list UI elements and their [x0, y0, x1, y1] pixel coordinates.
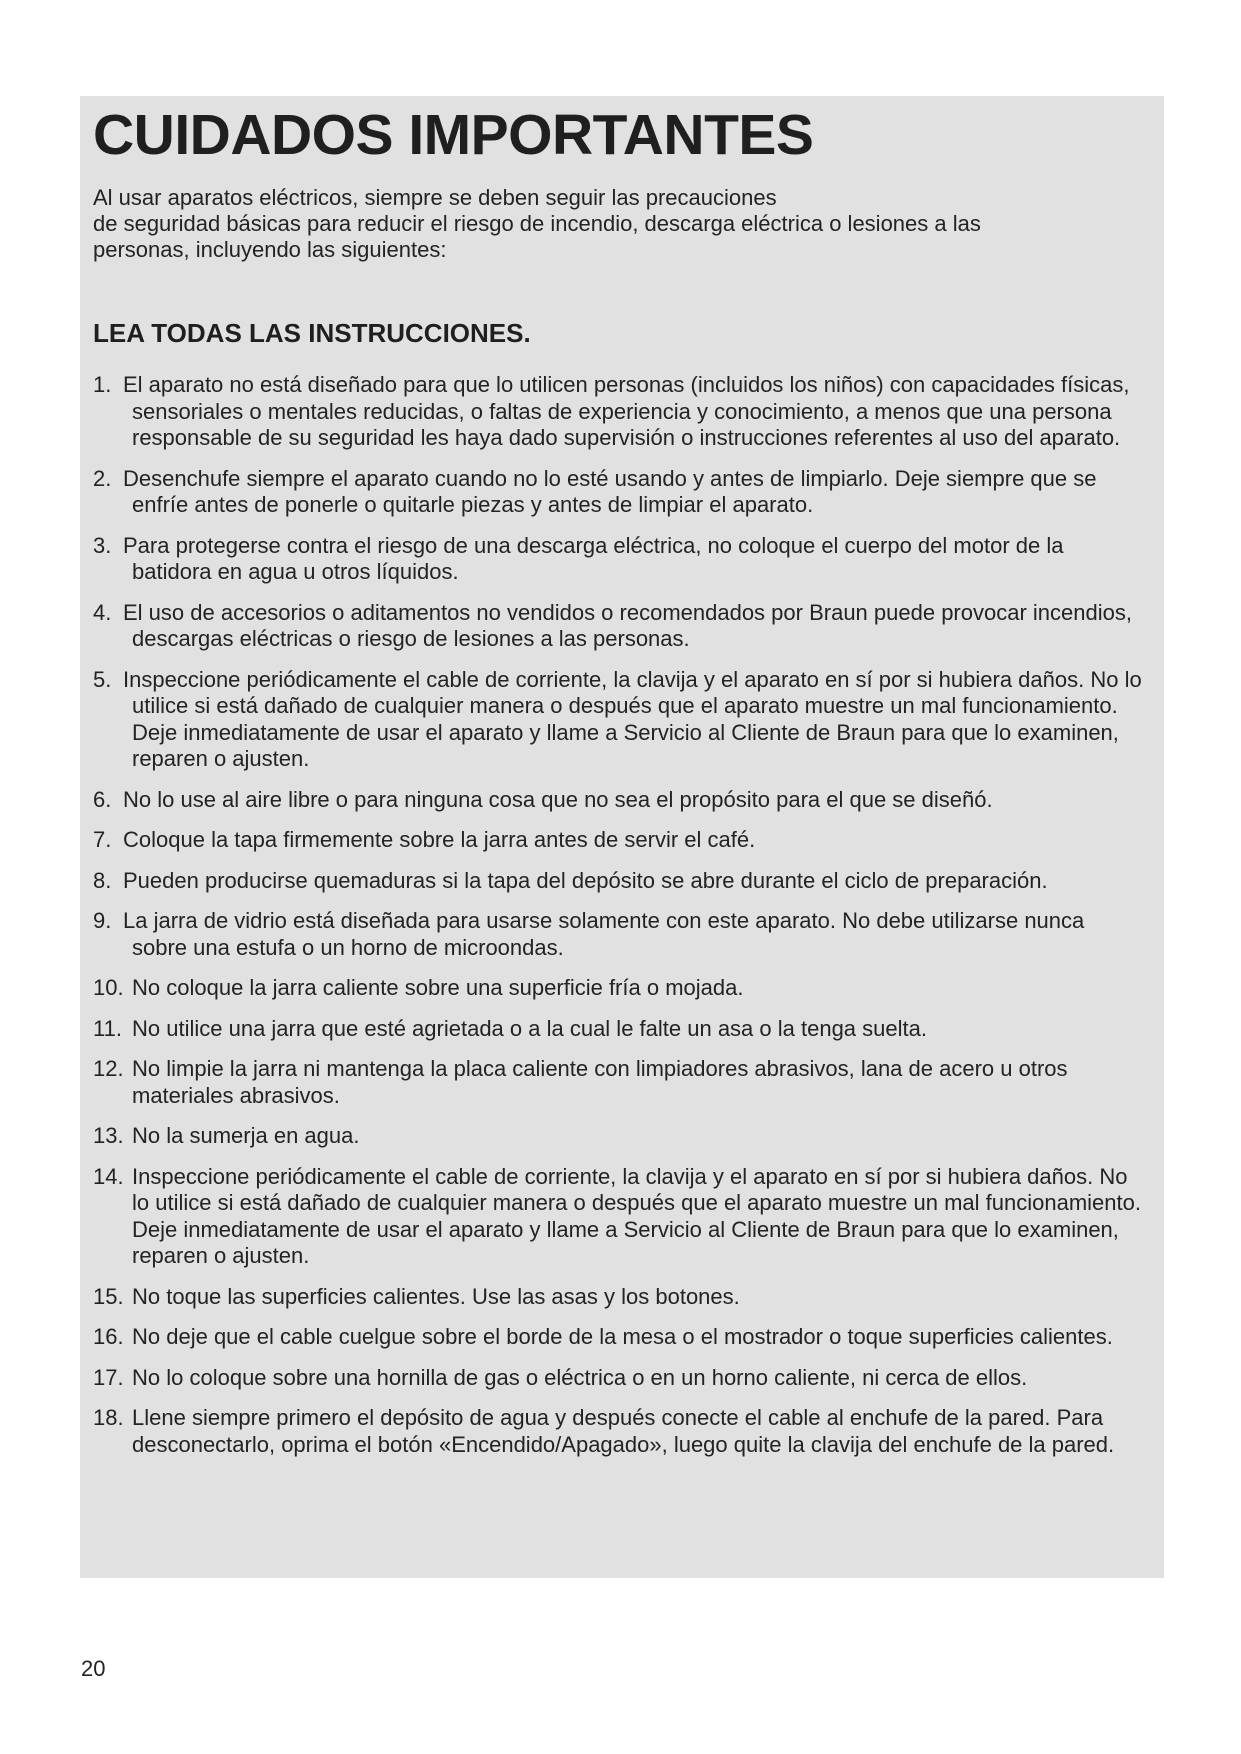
item-text: El uso de accesorios o aditamentos no vendidos o recomendados por Braun puede provocar incendios, descargas eléctricas o riesgo de lesiones a las personas. — [123, 599, 1132, 651]
item-number: 13. — [93, 1123, 124, 1148]
item-number: 7. — [93, 827, 112, 852]
list-item — [93, 1123, 1145, 1150]
item-number: 15. — [93, 1283, 124, 1309]
list-item — [93, 827, 1145, 854]
item-text: Inspeccione periódicamente el cable de corriente, la clavija y el aparato en sí por si hubiera daños. No lo utilice si está dañado de cualquier manera o después que el aparato muestre un mal funcionamiento. Deje inmediatamente de usar el aparato y llame a Servicio al Cliente de Braun para que lo examinen, reparen o ajusten. — [132, 1163, 1141, 1268]
item-text: No coloque la jarra caliente sobre una superficie fría o mojada. — [132, 975, 744, 1000]
item-number: 4. — [93, 599, 112, 625]
list-item — [93, 1324, 1145, 1351]
intro-line: Al usar aparatos eléctricos, siempre se deben seguir las precauciones — [93, 185, 777, 210]
item-number: 12. — [93, 1056, 124, 1081]
item-number: 8. — [93, 867, 112, 893]
item-number: 2. — [93, 465, 112, 491]
page-number: 20 — [81, 1656, 106, 1681]
list-item — [93, 1016, 1145, 1043]
list-item — [93, 667, 1145, 773]
item-number: 1. — [93, 372, 112, 397]
item-number: 17. — [93, 1364, 124, 1390]
item-number: 5. — [93, 666, 112, 692]
item-text: No lo use al aire libre o para ninguna cosa que no sea el propósito para el que se diseñó. — [123, 786, 993, 812]
item-text: Inspeccione periódicamente el cable de corriente, la clavija y el aparato en sí por si hubiera daños. No lo utilice si está dañado de cualquier manera o después que el aparato muestre un mal funcionamiento. Deje inmediatamente de usar el aparato y llame a Servicio al Cliente de Braun para que lo examinen, reparen o ajusten. — [123, 666, 1142, 771]
intro-line: personas, incluyendo las siguientes: — [93, 237, 447, 262]
item-text: No utilice una jarra que esté agrietada o a la cual le falte un asa o la tenga suelta. — [132, 1015, 927, 1041]
item-text: No limpie la jarra ni mantenga la placa caliente con limpiadores abrasivos, lana de acero u otros materiales abrasivos. — [132, 1056, 1068, 1108]
instructions-list — [93, 372, 1145, 1472]
item-number: 18. — [93, 1405, 124, 1430]
page-title: CUIDADOS IMPORTANTES — [93, 103, 814, 167]
list-item — [93, 908, 1145, 961]
item-number: 11. — [93, 1015, 122, 1041]
item-text: La jarra de vidrio está diseñada para usarse solamente con este aparato. No debe utilizarse nunca sobre una estufa o un horno de microondas. — [123, 908, 1085, 960]
section-subtitle: LEA TODAS LAS INSTRUCCIONES. — [93, 318, 531, 348]
list-item — [93, 1164, 1145, 1270]
item-number: 9. — [93, 908, 112, 933]
item-text: Desenchufe siempre el aparato cuando no lo esté usando y antes de limpiarlo. Deje siempre que se enfríe antes de ponerle o quitarle piezas y antes de limpiar el aparato. — [123, 465, 1097, 517]
list-item — [93, 975, 1145, 1002]
item-number: 14. — [93, 1163, 124, 1189]
safety-panel — [80, 96, 1164, 1578]
item-text: Pueden producirse quemaduras si la tapa del depósito se abre durante el ciclo de preparación. — [123, 867, 1048, 893]
list-item — [93, 466, 1145, 519]
item-number: 6. — [93, 786, 112, 812]
item-text: No deje que el cable cuelgue sobre el borde de la mesa o el mostrador o toque superficies calientes. — [132, 1324, 1113, 1349]
item-number: 3. — [93, 532, 112, 558]
intro-paragraph — [93, 185, 1143, 263]
item-text: El aparato no está diseñado para que lo utilicen personas (incluidos los niños) con capacidades físicas, sensoriales o mentales reducidas, o faltas de experiencia y conocimiento, a menos que una persona responsable de su seguridad les haya dado supervisión o instrucciones referentes al uso del aparato. — [123, 372, 1130, 450]
intro-line: de seguridad básicas para reducir el riesgo de incendio, descarga eléctrica o lesiones a las — [93, 211, 981, 236]
list-item — [93, 533, 1145, 586]
item-text: Llene siempre primero el depósito de agua y después conecte el cable al enchufe de la pared. Para desconectarlo, oprima el botón «Encendido/Apagado», luego quite la clavija del enchufe de la pared. — [132, 1405, 1115, 1457]
item-text: No toque las superficies calientes. Use las asas y los botones. — [132, 1283, 740, 1309]
list-item — [93, 600, 1145, 653]
item-text: No lo coloque sobre una hornilla de gas o eléctrica o en un horno caliente, ni cerca de ellos. — [132, 1364, 1028, 1390]
list-item — [93, 1365, 1145, 1392]
list-item — [93, 787, 1145, 814]
list-item — [93, 372, 1145, 452]
list-item — [93, 1405, 1145, 1458]
item-text: Para protegerse contra el riesgo de una descarga eléctrica, no coloque el cuerpo del motor de la batidora en agua u otros líquidos. — [123, 532, 1064, 584]
list-item — [93, 868, 1145, 895]
item-number: 10. — [93, 975, 124, 1000]
list-item — [93, 1284, 1145, 1311]
item-number: 16. — [93, 1324, 124, 1349]
item-text: Coloque la tapa firmemente sobre la jarra antes de servir el café. — [123, 827, 756, 852]
list-item — [93, 1056, 1145, 1109]
item-text: No la sumerja en agua. — [132, 1123, 360, 1148]
